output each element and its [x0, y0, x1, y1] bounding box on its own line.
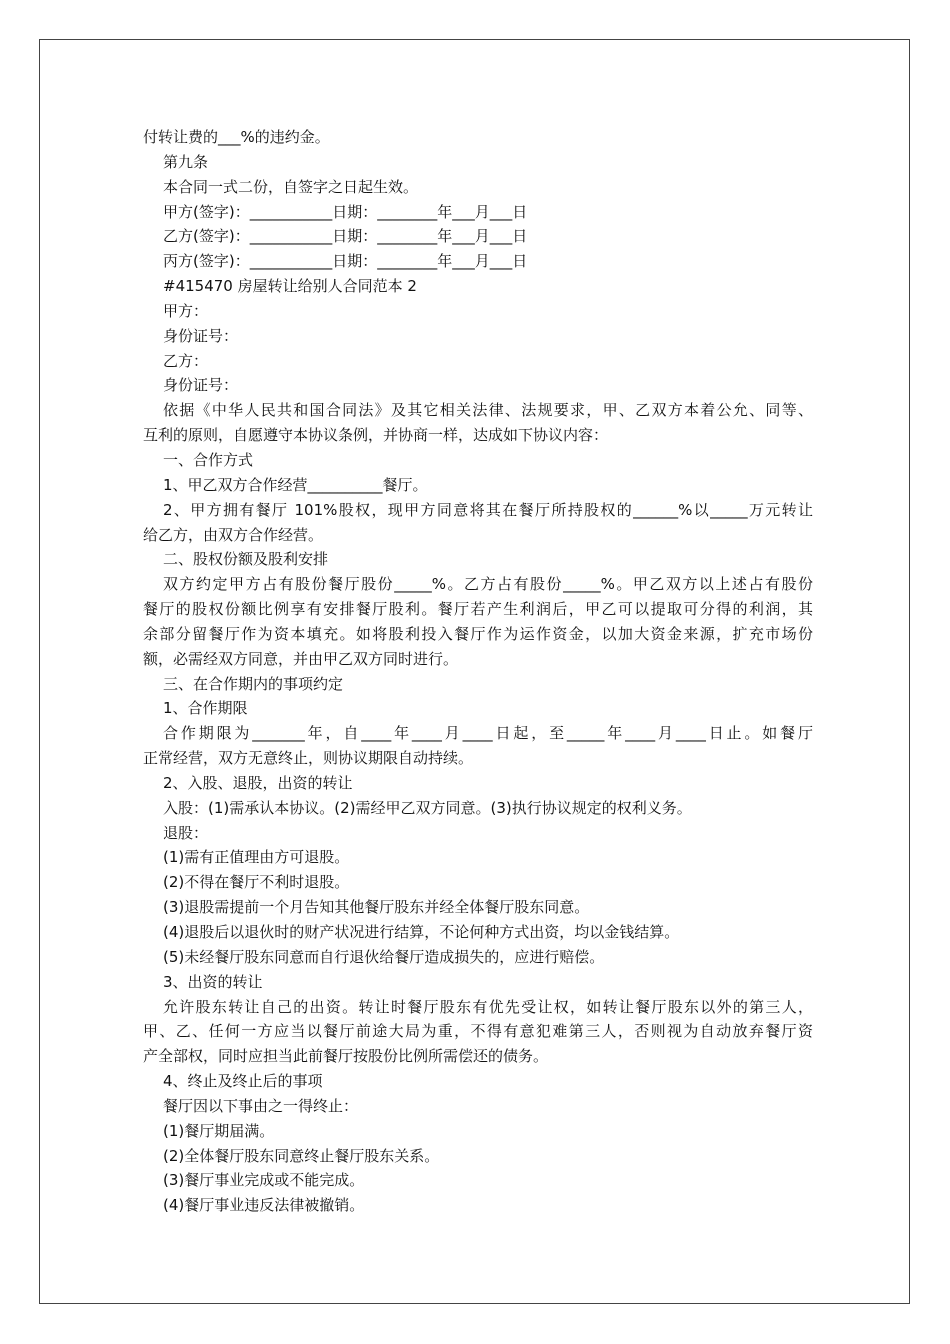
text-line: 三、在合作期内的事项约定 — [163, 674, 344, 693]
text-line: 产全部权，同时应担当此前餐厅按股份比例所需偿还的债务。 — [143, 1047, 549, 1066]
text-line: 乙方(签字)：___________日期：________年___月___日 — [163, 227, 528, 246]
text-line: 身份证号： — [163, 376, 239, 395]
text-line: 一、合作方式 — [163, 450, 254, 469]
text-line: 额，必需经双方同意，并由甲乙双方同时进行。 — [143, 649, 459, 668]
text-line: 互利的原则，自愿遵守本协议条例，并协商一样，达成如下协议内容： — [143, 426, 609, 445]
text-line: (1)需有正值理由方可退股。 — [163, 848, 350, 867]
text-line: 允许股东转让自己的出资。转让时餐厅股东有优先受让权，如转让餐厅股东以外的第三人， — [163, 997, 813, 1016]
text-line: (2)全体餐厅股东同意终止餐厅股东关系。 — [163, 1146, 440, 1165]
text-line: 退股： — [163, 823, 209, 842]
text-line: 2、甲方拥有餐厅 101%股权，现甲方同意将其在餐厅所持股权的______%以_____万元转让 — [163, 500, 813, 519]
text-line: (3)退股需提前一个月告知其他餐厅股东并经全体餐厅股东同意。 — [163, 898, 590, 917]
text-line: (1)餐厅期届满。 — [163, 1121, 275, 1140]
text-line: 本合同一式二份，自签字之日起生效。 — [163, 177, 419, 196]
text-line: 3、出资的转让 — [163, 972, 263, 991]
text-line: 入股：(1)需承认本协议。(2)需经甲乙双方同意。(3)执行协议规定的权利义务。 — [163, 798, 692, 817]
text-line: 1、甲乙双方合作经营__________餐厅。 — [163, 475, 428, 494]
text-line: 付转让费的___%的违约金。 — [143, 128, 330, 146]
text-line: 余部分留餐厅作为资本填充。如将股利投入餐厅作为运作资金，以加大资金来源，扩充市场份 — [143, 624, 813, 643]
text-line: 甲、乙、任何一方应当以餐厅前途大局为重，不得有意犯难第三人，否则视为自动放弃餐厅资 — [143, 1022, 813, 1041]
text-line: (3)餐厅事业完成或不能完成。 — [163, 1171, 365, 1190]
text-line: 身份证号： — [163, 326, 239, 345]
text-line: 1、合作期限 — [163, 699, 248, 718]
text-line: 第九条 — [163, 152, 209, 171]
text-line: 正常经营，双方无意终止，则协议期限自动持续。 — [143, 749, 474, 768]
text-line: 依据《中华人民共和国合同法》及其它相关法律、法规要求，甲、乙双方本着公允、同等、 — [163, 401, 813, 420]
text-line: (4)餐厅事业违反法律被撤销。 — [163, 1196, 365, 1215]
document-body — [143, 125, 813, 1218]
text-line: 给乙方，由双方合作经营。 — [143, 525, 324, 544]
text-line: 丙方(签字)：___________日期：________年___月___日 — [163, 252, 528, 271]
text-line: 2、入股、退股，出资的转让 — [163, 773, 353, 792]
text-line: 甲方： — [163, 301, 209, 320]
text-line: 二、股权份额及股利安排 — [163, 550, 329, 569]
text-line: 4、终止及终止后的事项 — [163, 1072, 323, 1091]
text-line: 乙方： — [163, 351, 209, 370]
text-line: 餐厅的股权份额比例享有安排餐厅股利。餐厅若产生利润后，甲乙可以提取可分得的利润，其 — [143, 600, 813, 619]
text-line: 合作期限为_______年，自____年____月____日起，至_____年____月____日止。如餐厅 — [163, 724, 813, 743]
text-line: #415470 房屋转让给别人合同范本 2 — [163, 277, 417, 296]
text-line: 餐厅因以下事由之一得终止： — [163, 1096, 359, 1115]
text-line: (2)不得在餐厅不利时退股。 — [163, 873, 350, 892]
text-line: 双方约定甲方占有股份餐厅股份_____%。乙方占有股份_____%。甲乙双方以上述占有股份 — [163, 575, 813, 594]
text-line: 甲方(签字)：___________日期：________年___月___日 — [163, 202, 528, 221]
text-line: (5)未经餐厅股东同意而自行退伙给餐厅造成损失的，应进行赔偿。 — [163, 947, 605, 966]
text-line: (4)退股后以退伙时的财产状况进行结算，不论何种方式出资，均以金钱结算。 — [163, 923, 680, 941]
